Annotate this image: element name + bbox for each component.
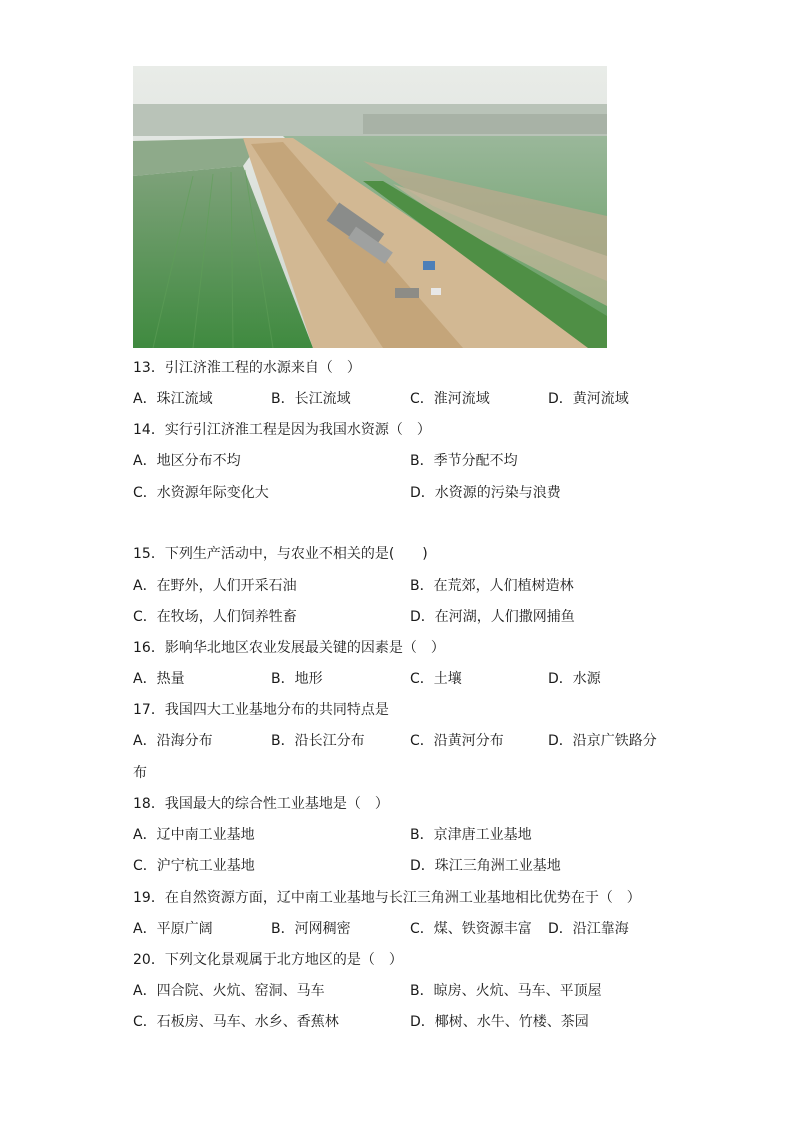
question-14-stem: 14．实行引江济淮工程是因为我国水资源（ ） [133, 422, 431, 438]
question-18-option-a: A．辽中南工业基地 [133, 827, 255, 843]
question-15-stem: 15．下列生产活动中，与农业不相关的是( ) [133, 546, 428, 562]
question-17-option-c: C．沿黄河分布 [410, 733, 504, 749]
question-17-option-b: B．沿长江分布 [271, 733, 365, 749]
question-17-option-a: A．沿海分布 [133, 733, 213, 749]
question-13-option-d: D．黄河流域 [548, 391, 629, 407]
question-16-option-b: B．地形 [271, 671, 323, 687]
question-16-stem: 16．影响华北地区农业发展最关键的因素是（ ） [133, 640, 445, 656]
construction-site-photo [133, 66, 607, 348]
question-15-option-d: D．在河湖，人们撒网捕鱼 [410, 609, 575, 625]
question-19-stem: 19．在自然资源方面，辽中南工业基地与长江三角洲工业基地相比优势在于（ ） [133, 890, 641, 906]
question-14-option-a: A．地区分布不均 [133, 453, 241, 469]
question-19-option-d: D．沿江靠海 [548, 921, 629, 937]
question-20-option-a: A．四合院、火炕、窑洞、马车 [133, 983, 325, 999]
question-13-option-a: A．珠江流域 [133, 391, 213, 407]
question-20-option-c: C．石板房、马车、水乡、香蕉林 [133, 1014, 339, 1030]
question-13-option-b: B．长江流域 [271, 391, 351, 407]
question-18-option-c: C．沪宁杭工业基地 [133, 858, 255, 874]
question-16-option-a: A．热量 [133, 671, 185, 687]
question-20-option-d: D．椰树、水牛、竹楼、茶园 [410, 1014, 589, 1030]
question-13-stem: 13．引江济淮工程的水源来自（ ） [133, 360, 361, 376]
question-15-option-c: C．在牧场，人们饲养牲畜 [133, 609, 297, 625]
question-18-stem: 18．我国最大的综合性工业基地是（ ） [133, 796, 389, 812]
question-16-option-c: C．土壤 [410, 671, 462, 687]
question-13-option-c: C．淮河流域 [410, 391, 490, 407]
question-14-option-d: D．水资源的污染与浪费 [410, 485, 561, 501]
question-15-option-b: B．在荒郊，人们植树造林 [410, 578, 574, 594]
question-18-option-b: B．京津唐工业基地 [410, 827, 532, 843]
question-19-option-c: C．煤、铁资源丰富 [410, 921, 532, 937]
question-14-option-c: C．水资源年际变化大 [133, 485, 269, 501]
question-20-option-b: B．晾房、火炕、马车、平顶屋 [410, 983, 602, 999]
question-17-option-d-wrap: 布 [133, 765, 147, 781]
question-14-option-b: B．季节分配不均 [410, 453, 518, 469]
question-15-option-a: A．在野外，人们开采石油 [133, 578, 297, 594]
question-19-option-a: A．平原广阔 [133, 921, 213, 937]
question-16-option-d: D．水源 [548, 671, 601, 687]
question-18-option-d: D．珠江三角洲工业基地 [410, 858, 561, 874]
question-17-stem: 17．我国四大工业基地分布的共同特点是 [133, 702, 389, 718]
question-19-option-b: B．河网稠密 [271, 921, 351, 937]
question-20-stem: 20．下列文化景观属于北方地区的是（ ） [133, 952, 403, 968]
question-17-option-d: D．沿京广铁路分 [548, 733, 657, 749]
